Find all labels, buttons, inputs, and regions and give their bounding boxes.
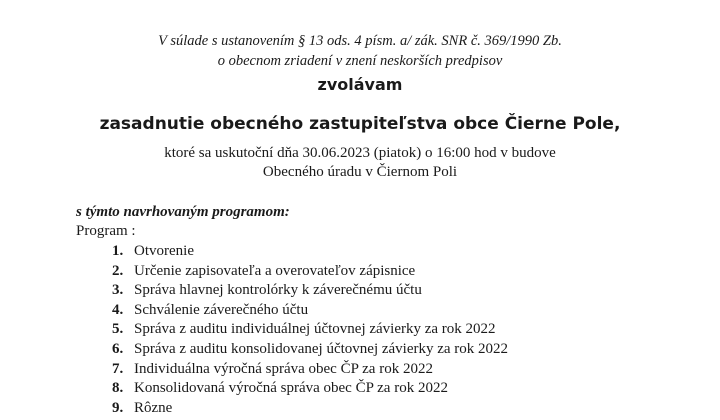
agenda-item <box>112 399 508 419</box>
agenda-item-text: Určenie zapisovateľa a overovateľov zápisnice <box>134 262 416 279</box>
agenda-item-number: 6. <box>112 340 124 357</box>
agenda-item <box>112 242 508 262</box>
agenda-item <box>112 360 508 380</box>
agenda-item <box>112 262 508 282</box>
agenda-item-number: 8. <box>112 380 124 397</box>
agenda-item <box>112 320 508 340</box>
agenda-item-number: 9. <box>112 399 124 416</box>
agenda-item-number: 2. <box>112 262 124 279</box>
agenda-item-text: Individuálna výročná správa obec ČP za rok 2022 <box>134 360 433 377</box>
agenda-item-text: Schválenie záverečného účtu <box>134 301 309 318</box>
agenda-item-text: Správa z auditu konsolidovanej účtovnej závierky za rok 2022 <box>134 340 509 357</box>
meeting-where-line-2: Obecného úradu v Čiernom Poli <box>262 164 458 180</box>
agenda-item-text: Konsolidovaná výročná správa obec ČP za rok 2022 <box>134 380 448 397</box>
legal-basis-line-2: o obecnom zriadení v znení neskorších predpisov <box>217 53 503 69</box>
agenda-item <box>112 340 508 360</box>
agenda-item-number: 7. <box>112 360 124 377</box>
convene-heading: zvolávam <box>317 75 403 94</box>
agenda-item <box>112 281 508 301</box>
agenda-item-number: 1. <box>112 243 124 259</box>
agenda-item-text: Správa hlavnej kontrolórky k záverečnému účtu <box>134 282 422 299</box>
meeting-title: zasadnutie obecného zastupiteľstva obce Čierne Pole, <box>99 114 621 134</box>
agenda-item-number: 5. <box>112 321 124 338</box>
agenda-item-number: 4. <box>112 301 124 318</box>
agenda-item <box>112 379 508 399</box>
agenda-item-text: Otvorenie <box>134 243 194 259</box>
legal-basis-line-1: V súlade s ustanovením § 13 ods. 4 písm. a/ zák. SNR č. 369/1990 Zb. <box>158 33 562 49</box>
agenda-item <box>112 301 508 321</box>
agenda-list <box>112 242 508 418</box>
program-label: Program : <box>76 223 136 239</box>
program-intro: s týmto navrhovaným programom: <box>76 204 290 220</box>
agenda-item-number: 3. <box>112 282 124 299</box>
meeting-when-line-1: ktoré sa uskutoční dňa 30.06.2023 (piatok) o 16:00 hod v budove <box>164 145 556 161</box>
agenda-item-text: Správa z auditu individuálnej účtovnej závierky za rok 2022 <box>134 321 496 338</box>
agenda-item-text: Rôzne <box>134 399 173 416</box>
